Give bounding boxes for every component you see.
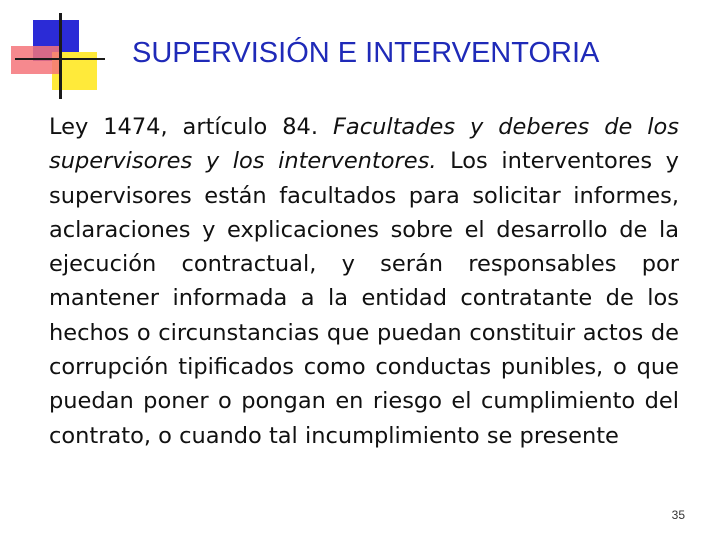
law-reference: Ley 1474, artículo 84. bbox=[49, 114, 333, 140]
decorative-horizontal-line bbox=[15, 58, 105, 60]
decorative-vertical-line bbox=[59, 13, 62, 99]
page-number: 35 bbox=[671, 508, 685, 522]
article-heading: Facultades y deberes de los supervisores y los interventores. bbox=[49, 114, 679, 175]
slide-body-text bbox=[49, 110, 679, 453]
decorative-red-rectangle bbox=[11, 46, 59, 74]
article-text: Los interventores y supervisores están facultados para solicitar informes, aclaraciones y explicaciones sobre el desarrollo de la ejecución contractual, y serán responsables por mantener informada a la entidad contratante de los hechos o circunstancias que puedan constituir actos de corrupción tipificados como conductas punibles, o que puedan poner o pongan en riesgo el cumplimiento del contrato, o cuando tal incumplimiento se presente bbox=[49, 148, 679, 449]
slide-title: SUPERVISIÓN E INTERVENTORIA bbox=[132, 37, 600, 69]
